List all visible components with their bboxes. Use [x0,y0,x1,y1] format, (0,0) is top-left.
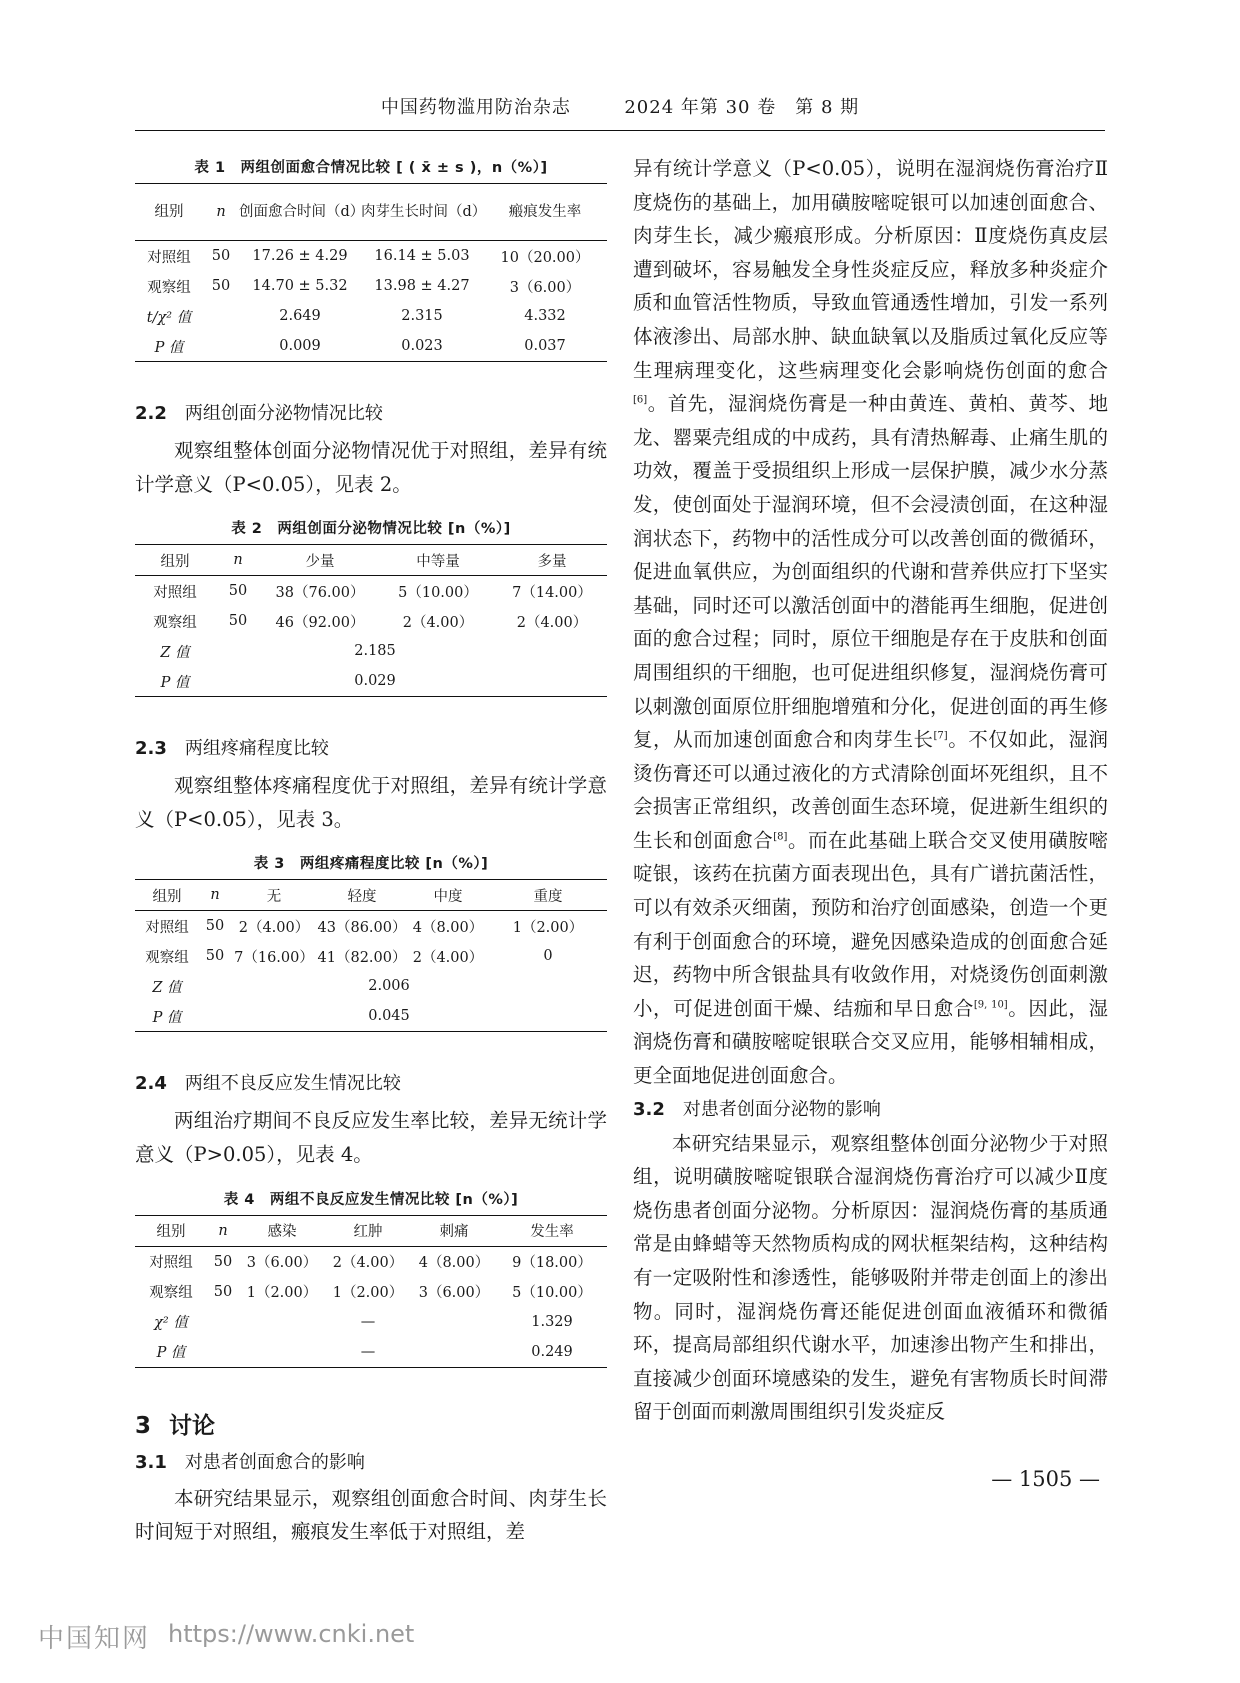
right-column [633,152,1108,1429]
section-number: 2.2 [135,403,167,424]
section-number: 2.4 [135,1073,167,1095]
section-title: 对患者创面分泌物的影响 [682,1098,881,1120]
table3-header-cell: 中度 [433,888,463,905]
section-3-2-text: 本研究结果显示，观察组整体创面分泌物少于对照组，说明磺胺嘧啶银联合湿润烧伤膏治疗可以减少Ⅱ度烧伤患者创面分泌物。分析原因：湿润烧伤膏的基质通常是由蜂蜡等天然物质构成的网状框架结构，这种结构有一定吸附性和渗透性，能够吸附并带走创面上的渗出物。同时，湿润烧伤膏还能促进创面血液循环和微循环，提高局部组织代谢水平，加速渗出物产生和排出，直接减少创面环境感染的发生，避免有害物质长时间滞留于创面而刺激周围组织引发炎症反 [633,1131,1108,1424]
section-heading-3 [135,1404,607,1448]
table-cell: 4.332 [524,308,566,324]
table-cell: 观察组 [149,1285,193,1302]
table-cell: — [360,1343,376,1360]
table-cell: 0.249 [531,1343,573,1360]
table-cell: 1（2.00） [512,919,584,936]
citation: [8] [773,831,788,843]
table-cell: 对照组 [145,919,189,936]
section-2-4-text: 两组治疗期间不良反应发生率比较，差异无统计学意义（P>0.05），见表 4。 [135,1109,607,1166]
section-number: 3.2 [633,1098,665,1120]
table-cell: 16.14 ± 5.03 [374,248,470,264]
table3-title: 表 3 两组疼痛程度比较 [n（%）] [253,856,489,873]
table4-header-cell: 发生率 [530,1224,574,1241]
table4-header-cell: n [218,1222,228,1239]
table-cell: 对照组 [147,249,191,266]
table1-header-cell: 创面愈合时间（d） [239,204,365,220]
table-cell: 2（4.00） [516,614,588,631]
paragraph-text: 。不仅如此，湿润烫伤膏还可以通过液化的方式清除创面坏死组织，且不会损害正常组织，改善创面生态环境，促进新生组织的生长和创面愈合 [633,728,1108,852]
table-cell: 2（4.00） [238,919,310,936]
table2-title: 表 2 两组创面分泌物情况比较 [n（%）] [231,521,511,538]
section-title: 两组疼痛程度比较 [184,738,329,760]
table-cell: 7（16.00） [234,949,314,966]
table-cell: Z 值 [160,644,190,661]
table-row [135,971,607,1001]
table-cell: 4（8.00） [418,1255,490,1272]
paragraph-text: 异有统计学意义（P<0.05），说明在湿润烧伤膏治疗Ⅱ度烧伤的基础上，加用磺胺嘧啶银可以加速创面愈合、肉芽生长，减少瘢痕形成。分析原因：Ⅱ度烧伤真皮层遭到破坏，容易触发全身性炎症反应，释放多种炎症介质和血管活性物质，导致血管通透性增加，引发一系列体液渗出、局部水肿、缺血缺氧以及脂质过氧化反应等生理病理变化，这些病理变化会影响烧伤创面的愈合 [633,157,1108,382]
table-cell: 50 [205,918,225,935]
table4-header-cell: 组别 [156,1224,186,1241]
table-cell: 50 [228,583,248,600]
table-row [135,666,607,697]
table-cell: 0 [543,948,553,965]
table-cell: 0.023 [401,338,443,354]
table2-header-cell: n [233,552,243,569]
table-cell: 0.009 [279,338,321,354]
section-number: 3.1 [135,1451,167,1473]
table-cell: 0.037 [524,338,566,354]
table-cell: 43（86.00） [317,919,407,936]
table-row [135,606,607,636]
table-cell: 41（82.00） [317,949,407,966]
table3-header-cell: 重度 [533,888,563,905]
table4-title: 表 4 两组不良反应发生情况比较 [n（%）] [223,1191,519,1208]
table-row [135,576,607,607]
table-cell: 对照组 [149,1255,193,1272]
table-cell: 5（10.00） [398,584,478,601]
table-cell: 2.006 [368,978,410,995]
section-title: 两组不良反应发生情况比较 [184,1073,401,1095]
table-cell: 2（4.00） [402,614,474,631]
table-row [135,301,607,331]
section-title: 两组创面分泌物情况比较 [184,403,383,424]
table-cell: 3（6.00） [418,1285,490,1302]
section-3-1-text-continued [633,152,1108,1093]
issue-info: 2024 年第 30 卷 第 8 期 [624,97,860,118]
table-cell: P 值 [152,1009,182,1026]
table3-header-cell: n [210,887,220,904]
table3-header-cell: 组别 [152,888,182,905]
table1-header-cell: 组别 [154,204,184,220]
table-row [135,1246,607,1277]
table-cell: 观察组 [147,279,191,296]
journal-name: 中国药物滥用防治杂志 [380,97,571,118]
section-number: 3 [135,1412,152,1439]
table1-header-cell: 瘢痕发生率 [508,204,582,220]
table-cell: χ² 值 [154,1315,188,1332]
table-cell: 1.329 [531,1313,573,1330]
page-number: — 1505 — [991,1467,1100,1491]
table-cell: 17.26 ± 4.29 [252,248,348,264]
table-cell: 2.649 [279,308,321,324]
table2-header-cell: 中等量 [416,553,460,570]
table-cell: 0.029 [354,673,396,690]
table-cell: 观察组 [153,614,197,631]
table-cell: 9（18.00） [512,1255,592,1272]
table-cell: P 值 [160,674,190,691]
table2-header-cell: 多量 [537,553,567,570]
section-heading-3-2 [633,1093,1108,1127]
table-cell: 10（20.00） [500,249,590,266]
table4-header-cell: 红肿 [353,1224,383,1241]
table-cell: 14.70 ± 5.32 [252,278,348,294]
table3 [135,879,607,1032]
table-cell: 46（92.00） [275,614,365,631]
paragraph-text: 。而在此基础上联合交叉使用磺胺嘧啶银，该药在抗菌方面表现出色，具有广谱抗菌活性，可以有效杀灭细菌，预防和治疗创面感染，创造一个更有利于创面愈合的环境，避免因感染造成的创面愈合延迟，药物中所含银盐具有收敛作用，对烧烫伤创面刺激小，可促进创面干燥、结痂和早日愈合 [633,828,1108,1020]
table-cell: 50 [228,613,248,630]
section-heading-3-1 [135,1448,607,1482]
table-row [135,911,607,942]
table-cell: 5（10.00） [512,1285,592,1302]
table-cell: 50 [205,948,225,965]
table1 [135,183,607,362]
table-cell: 7（14.00） [512,584,592,601]
table-cell: 3（6.00） [246,1255,318,1272]
table2 [135,544,607,697]
table1-header-cell: 肉芽生长时间（d） [361,204,487,220]
table-cell: 1（2.00） [246,1285,318,1302]
table-cell: P 值 [156,1345,186,1362]
table1-title: 表 1 两组创面愈合情况比较 [ ( x̄ ± s )，n（%）] [194,160,548,176]
section-3-1-text-start: 本研究结果显示，观察组创面愈合时间、肉芽生长时间短于对照组，瘢痕发生率低于对照组，差 [135,1486,607,1544]
table2-header-cell: 少量 [305,553,335,570]
table-cell: 观察组 [145,949,189,966]
table-row [135,1277,607,1307]
table-cell: 对照组 [153,584,197,601]
table-cell: 50 [211,278,231,294]
table3-header-cell: 轻度 [347,888,377,905]
table-cell: — [360,1313,376,1330]
citation: [6] [633,394,648,406]
table-row [135,331,607,362]
table3-header-cell: 无 [266,888,282,905]
table-cell: Z 值 [152,979,182,996]
citation: [9, 10] [973,999,1008,1011]
table-cell: P 值 [154,339,184,356]
table-cell: 50 [213,1253,233,1270]
table-cell: 50 [211,248,231,264]
table4-header-cell: 感染 [267,1224,297,1241]
table-row [135,241,607,272]
table-cell: 4（8.00） [412,919,484,936]
table-row [135,1307,607,1337]
table-cell [203,331,239,362]
table-cell: 2（4.00） [332,1255,404,1272]
cnki-logo: 中国知网 [38,1624,151,1654]
paragraph-text: 。首先，湿润烧伤膏是一种由黄连、黄柏、黄芩、地龙、罂粟壳组成的中成药，具有清热解毒、止痛生肌的功效，覆盖于受损组织上形成一层保护膜，减少水分蒸发，使创面处于湿润环境，但不会浸渍创面，在这种湿润状态下，药物中的活性成分可以改善创面的微循环，促进血氧供应，为创面组织的代谢和营养供应打下坚实基础，同时还可以激活创面中的潜能再生细胞，促进创面的愈合过程；同时，原位干细胞是存在于皮肤和创面周围组织的干细胞，也可促进组织修复，湿润烧伤膏可以刺激创面原位肝细胞增殖和分化，促进创面的再生修复，从而加速创面愈合和肉芽生长 [633,392,1108,752]
section-heading-2-2 [135,394,607,434]
section-heading-2-4 [135,1064,607,1104]
table-row [135,271,607,301]
table-cell: 13.98 ± 4.27 [374,278,470,294]
table-cell: t/χ² 值 [146,309,192,326]
section-title: 对患者创面愈合的影响 [184,1451,365,1473]
table-row [135,941,607,971]
table-row [135,1337,607,1368]
cnki-url[interactable]: https://www.cnki.net [168,1620,415,1648]
table4-header-cell: 刺痛 [439,1224,469,1241]
table-cell: 2.315 [401,308,443,324]
section-heading-2-3 [135,729,607,769]
table-cell: 3（6.00） [509,279,581,296]
header-rule [135,130,1105,131]
table-cell: 0.045 [368,1008,410,1025]
citation: [7] [933,730,948,742]
table-cell: 38（76.00） [275,584,365,601]
table-row [135,1001,607,1032]
table-cell: 50 [213,1283,233,1300]
table-row [135,636,607,666]
table2-header-cell: 组别 [160,553,190,570]
table-cell: 2.185 [354,643,396,660]
table-cell: 1（2.00） [332,1285,404,1302]
running-header [135,93,1105,129]
table4 [135,1215,607,1368]
section-2-3-text: 观察组整体疼痛程度优于对照组，差异有统计学意义（P<0.05），见表 3。 [135,774,607,831]
section-2-2-text: 观察组整体创面分泌物情况优于对照组，差异有统计学意义（P<0.05），见表 2。 [135,439,607,496]
section-number: 2.3 [135,738,167,760]
table-cell: 2（4.00） [412,949,484,966]
table1-header-cell: n [216,204,226,220]
left-column [135,150,607,1549]
section-title: 讨论 [169,1412,216,1439]
paragraph-text: 。因此，湿润烧伤膏和磺胺嘧啶银联合交叉应用，能够相辅相成，更全面地促进创面愈合。 [633,996,1108,1088]
table-cell [203,301,239,331]
